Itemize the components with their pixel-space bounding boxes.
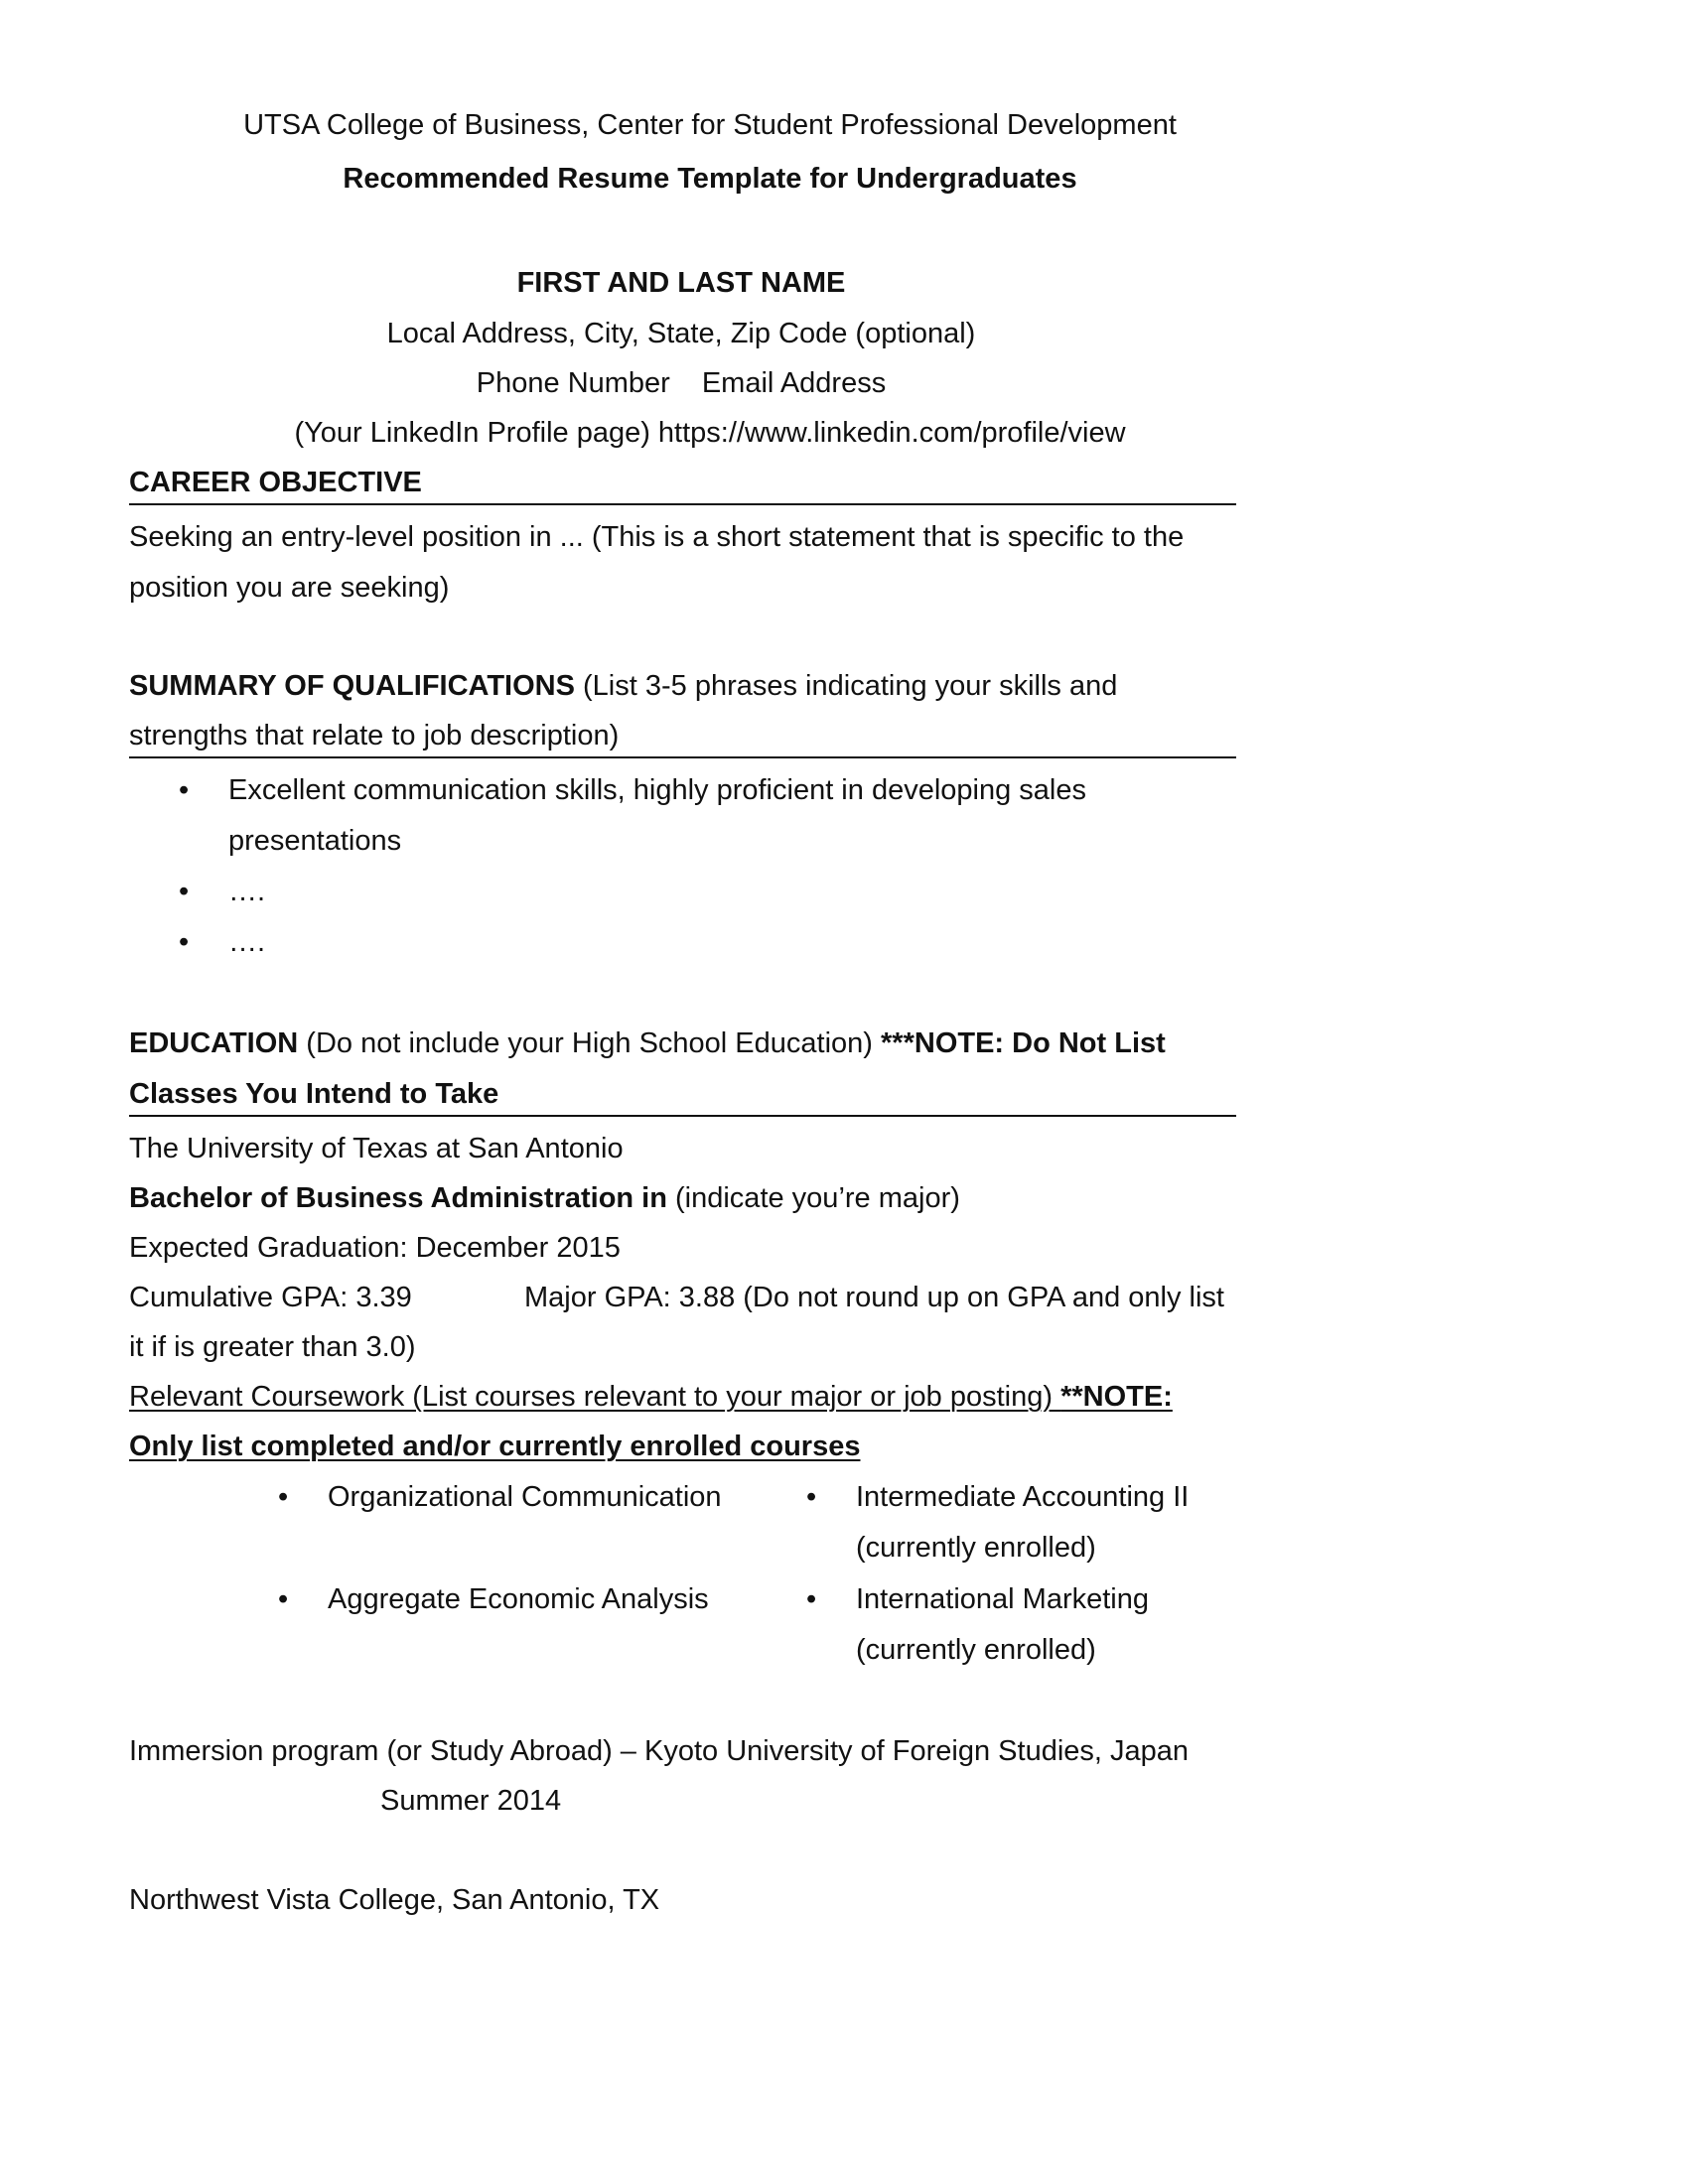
education-bold-note-line-2: Classes You Intend to Take — [129, 1078, 499, 1110]
email-address: Email Address — [701, 367, 887, 399]
degree-line — [129, 1184, 960, 1213]
education-heading: EDUCATION — [129, 1027, 299, 1059]
objective-text-line-2: position you are seeking) — [129, 572, 450, 604]
bullet-icon: • — [806, 1583, 817, 1615]
qualifications-note: (List 3-5 phrases indicating your skills and — [574, 670, 1118, 702]
objective-text-line-1: Seeking an entry-level position in ... (This is a short statement that is specific to the — [129, 521, 1185, 553]
qualifications-heading-line — [129, 672, 1117, 701]
course-item: Aggregate Economic Analysis — [328, 1583, 709, 1615]
bullet-icon: • — [179, 774, 190, 806]
qualification-item: …. — [228, 926, 266, 958]
course-item-status: (currently enrolled) — [856, 1532, 1096, 1564]
address-line: Local Address, City, State, Zip Code (optional) — [386, 318, 976, 349]
education-heading-line — [129, 1029, 1166, 1058]
coursework-bold-note: **NOTE: — [1060, 1381, 1173, 1413]
education-note: (Do not include your High School Education) — [298, 1027, 882, 1059]
bullet-icon: • — [179, 876, 190, 907]
section-rule — [129, 503, 1236, 505]
coursework-heading-line — [129, 1383, 1173, 1412]
bullet-icon: • — [278, 1583, 289, 1615]
degree-note: (indicate you’re major) — [666, 1182, 960, 1214]
coursework-bold-note-line-2: Only list completed and/or currently enrolled courses — [129, 1431, 861, 1462]
cumulative-gpa: Cumulative GPA: 3.39 — [129, 1282, 412, 1313]
qualification-item: …. — [228, 876, 266, 907]
section-rule — [129, 1115, 1236, 1117]
immersion-term: Summer 2014 — [380, 1785, 562, 1817]
linkedin-line: (Your LinkedIn Profile page) https://www.linkedin.com/profile/view — [294, 417, 1126, 449]
course-item: Organizational Communication — [328, 1481, 722, 1513]
graduation-date: Expected Graduation: December 2015 — [129, 1232, 621, 1264]
phone-number: Phone Number — [476, 367, 670, 399]
degree-title: Bachelor of Business Administration in — [129, 1182, 667, 1214]
applicant-name: FIRST AND LAST NAME — [516, 267, 846, 299]
phone-email-line — [0, 369, 1362, 398]
course-item-status: (currently enrolled) — [856, 1634, 1096, 1666]
course-item: Intermediate Accounting II — [856, 1481, 1190, 1513]
qualification-item-continued: presentations — [228, 825, 402, 857]
education-bold-note: ***NOTE: Do Not List — [881, 1027, 1166, 1059]
template-title: Recommended Resume Template for Undergraduates — [343, 163, 1077, 195]
career-objective-heading: CAREER OBJECTIVE — [129, 467, 422, 498]
gpa-note-line-2: it if is greater than 3.0) — [129, 1331, 416, 1363]
qualifications-heading: SUMMARY OF QUALIFICATIONS — [129, 670, 575, 702]
second-school: Northwest Vista College, San Antonio, TX — [129, 1884, 660, 1916]
qualification-item: Excellent communication skills, highly proficient in developing sales — [228, 774, 1086, 806]
qualifications-note-line-2: strengths that relate to job description) — [129, 720, 620, 751]
section-rule — [129, 756, 1236, 758]
bullet-icon: • — [806, 1481, 817, 1513]
immersion-program: Immersion program (or Study Abroad) – Kyoto University of Foreign Studies, Japan — [129, 1735, 1190, 1767]
coursework-heading: Relevant Coursework (List courses relevant to your major or job posting) — [129, 1381, 1061, 1413]
major-gpa: Major GPA: 3.88 (Do not round up on GPA and only list — [524, 1282, 1224, 1313]
university-name: The University of Texas at San Antonio — [129, 1133, 624, 1164]
bullet-icon: • — [179, 926, 190, 958]
course-item: International Marketing — [856, 1583, 1149, 1615]
bullet-icon: • — [278, 1481, 289, 1513]
org-line: UTSA College of Business, Center for Student Professional Development — [243, 109, 1177, 141]
